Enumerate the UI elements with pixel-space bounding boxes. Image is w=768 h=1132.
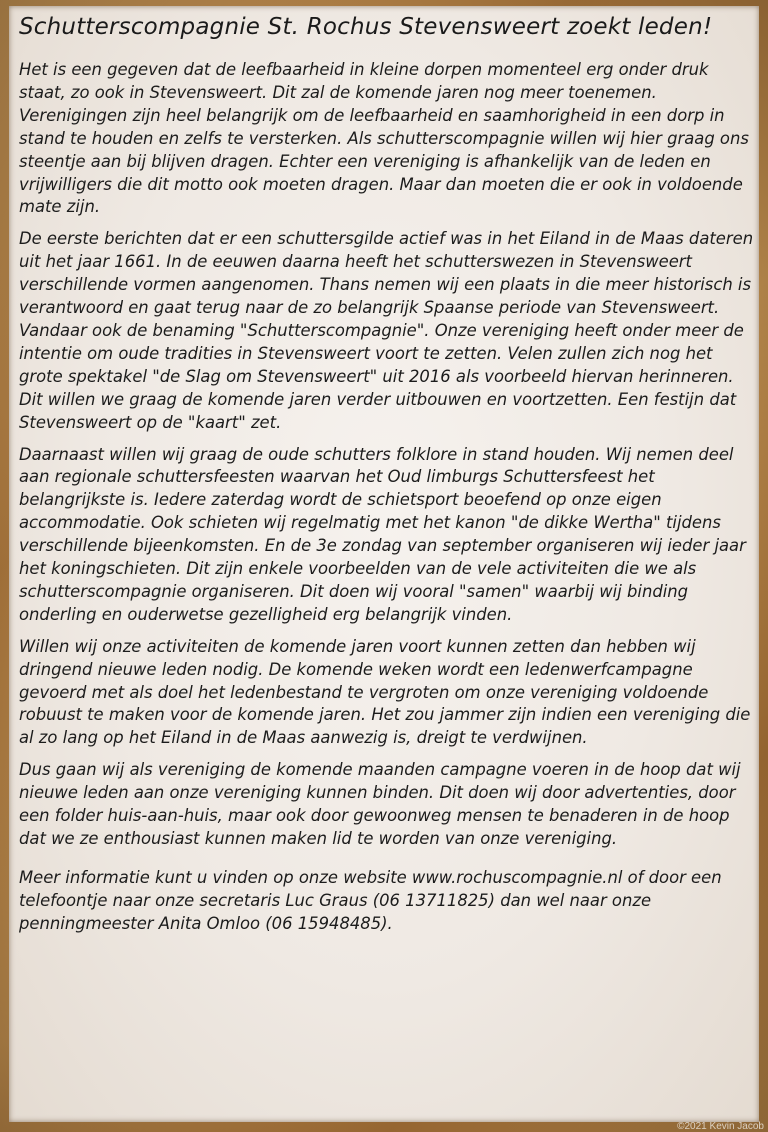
paragraph-new-members: Willen wij onze activiteiten de komende jaren voort kunnen zetten dan hebben wij dringend nieuwe leden nodig. De komende weken wordt een ledenwerfcampagne gevoerd met als doel het ledenbestand te vergroten om onze vereniging voldoende robuust te maken voor de komende jaren. Het zou jammer zijn indien een vereniging die al zo lang op het Eiland in de Maas aanwezig is, dreigt te verdwijnen. [19, 636, 751, 748]
article-body [19, 59, 754, 945]
paragraph-contact: Meer informatie kunt u vinden op onze website www.rochuscompagnie.nl of door een telefoontje naar onze secretaris Luc Graus (06 13711825) dan wel naar onze penningmeester Anita Omloo (06 15948485). [19, 867, 722, 933]
paragraph-history: De eerste berichten dat er een schuttersgilde actief was in het Eiland in de Maas dateren uit het jaar 1661. In de eeuwen daarna heeft het schutterswezen in Stevensweert verschillende vormen aangenomen. Thans nemen wij een plaats in die meer historisch is verantwoord en gaat terug naar de zo belangrijk Spaanse periode van Stevensweert. Vandaar ook de benaming "Schutterscompagnie". Onze vereniging heeft onder meer de intentie om oude tradities in Stevensweert voort te zetten. Velen zullen zich nog het grote spektakel "de Slag om Stevensweert" uit 2016 als voorbeeld hiervan herinneren. Dit willen we graag de komende jaren verder uitbouwen en voortzetten. Een festijn dat Stevensweert op de "kaart" zet. [19, 229, 754, 432]
paragraph-intro: Het is een gegeven dat de leefbaarheid in kleine dorpen momenteel erg onder druk staat, zo ook in Stevensweert. Dit zal de komende jaren nog meer toenemen. Verenigingen zijn heel belangrijk om de leefbaarheid en saamhorigheid in een dorp in stand te houden en zelfs te versterken. Als schutterscompagnie willen wij hier graag ons steentje aan bij blijven dragen. Echter een vereniging is afhankelijk van de leden en vrijwilligers die dit motto ook moeten dragen. Maar dan moeten die er ook in voldoende mate zijn. [19, 60, 749, 217]
parchment-page [9, 6, 759, 1122]
page-title: Schutterscompagnie St. Rochus Stevensweert zoekt leden! [19, 14, 713, 40]
paragraph-folklore: Daarnaast willen wij graag de oude schutters folklore in stand houden. Wij nemen deel aan regionale schuttersfeesten waarvan het Oud limburgs Schuttersfeest het belangrijkste is. Iedere zaterdag wordt de schietsport beoefend op onze eigen accommodatie. Ook schieten wij regelmatig met het kanon "de dikke Wertha" tijdens verschillende bijeenkomsten. En de 3e zondag van september organiseren wij ieder jaar het koningschieten. Dit zijn enkele voorbeelden van de vele activiteiten die we als schutterscompagnie organiseren. Dit doen wij vooral "samen" waarbij wij binding onderling en ouderwetse gezelligheid erg belangrijk vinden. [19, 444, 746, 624]
photo-credit: ©2021 Kevin Jacob [677, 1121, 764, 1132]
paragraph-campaign: Dus gaan wij als vereniging de komende maanden campagne voeren in de hoop dat wij nieuwe leden aan onze vereniging kunnen binden. Dit doen wij door advertenties, door een folder huis-aan-huis, maar ook door gewoonweg mensen te benaderen in de hoop dat we ze enthousiast kunnen maken lid te worden van onze vereniging. [19, 760, 741, 848]
